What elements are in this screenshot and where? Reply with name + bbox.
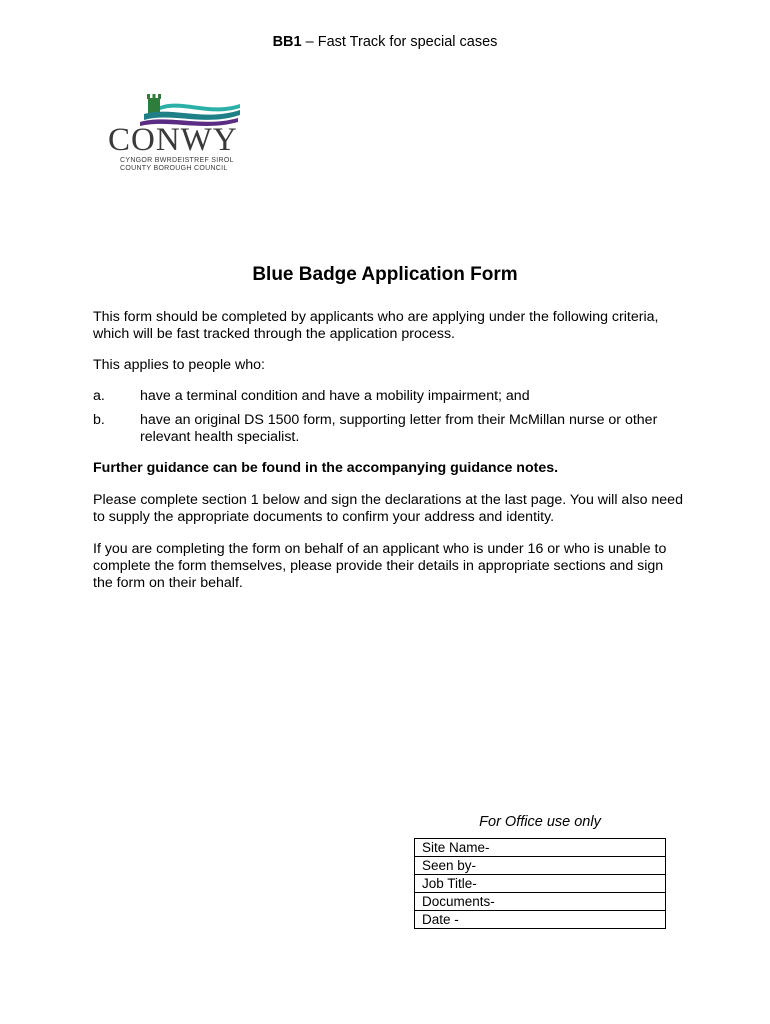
office-field-job-title: Job Title-	[415, 875, 666, 893]
guidance-note: Further guidance can be found in the accompanying guidance notes.	[93, 460, 559, 476]
office-field-documents: Documents-	[415, 893, 666, 911]
criteria-letter: a.	[93, 388, 105, 404]
table-row	[415, 911, 666, 929]
criteria-letter: b.	[93, 412, 105, 428]
logo-subline-english: COUNTY BOROUGH COUNCIL	[120, 165, 228, 172]
header-subtitle: – Fast Track for special cases	[301, 34, 498, 50]
table-row	[415, 857, 666, 875]
behalf-paragraph: If you are completing the form on behalf of an applicant who is under 16 or who is unable to complete the form themselves, please provide their details in appropriate sections and sign the form on their behalf.	[93, 541, 667, 591]
conwy-logo-graphic	[108, 92, 273, 174]
office-field-seen-by: Seen by-	[415, 857, 666, 875]
page-header	[0, 34, 770, 50]
logo-subline-welsh: CYNGOR BWRDEISTREF SIROL	[120, 157, 234, 164]
criteria-text: have a terminal condition and have a mobility impairment; and	[140, 388, 530, 404]
intro-paragraph: This form should be completed by applicants who are applying under the following criteria, which will be fast tracked through the application process.	[93, 309, 659, 342]
office-use-label: For Office use only	[479, 814, 601, 830]
office-field-date: Date -	[415, 911, 666, 929]
council-logo	[108, 92, 273, 174]
table-row	[415, 875, 666, 893]
office-use-table	[414, 838, 666, 929]
table-row	[415, 839, 666, 857]
declaration-paragraph: Please complete section 1 below and sign the declarations at the last page. You will also need to supply the appropriate documents to confirm your address and identity.	[93, 492, 683, 525]
form-code: BB1	[272, 34, 302, 50]
criteria-text: have an original DS 1500 form, supporting letter from their McMillan nurse or other relevant health specialist.	[140, 412, 658, 445]
wave-teal-icon	[160, 104, 240, 112]
criteria-item-a	[93, 388, 683, 408]
office-field-site-name: Site Name-	[415, 839, 666, 857]
criteria-item-b	[93, 412, 683, 448]
applies-to-paragraph: This applies to people who:	[93, 357, 265, 373]
form-title: Blue Badge Application Form	[252, 264, 518, 285]
logo-wordmark: CONWY	[108, 122, 238, 158]
table-row	[415, 893, 666, 911]
